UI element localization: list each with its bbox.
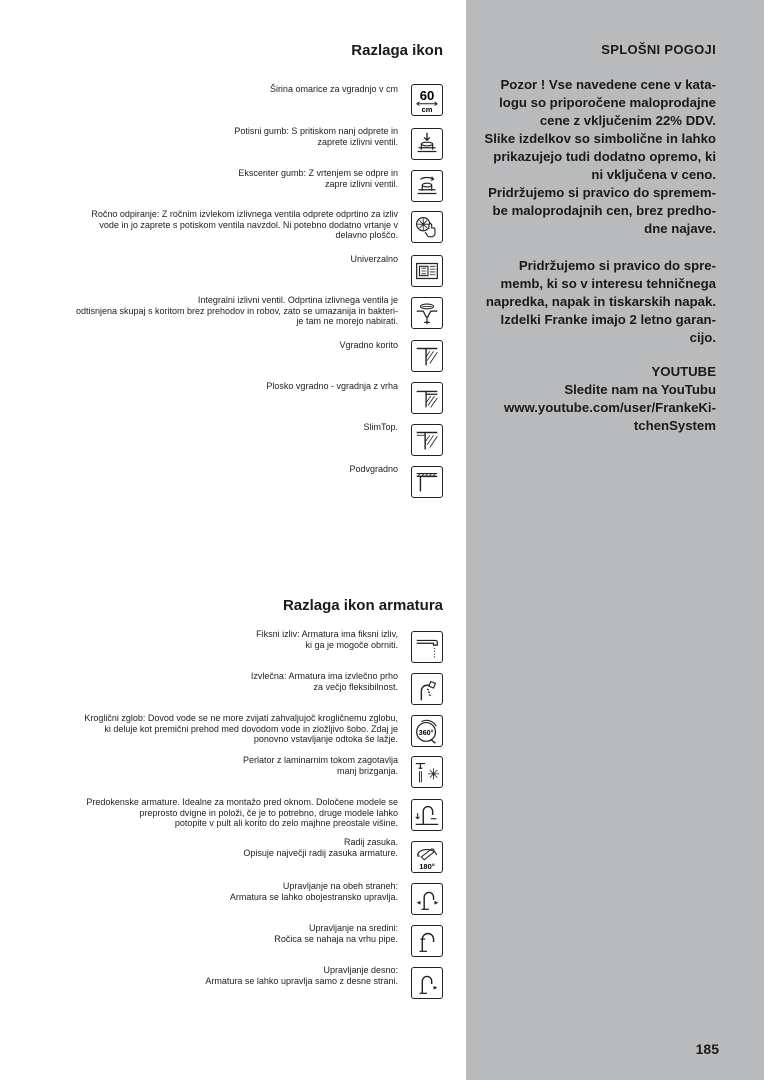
icon-desc: Plosko vgradno - vgradnja z vrha xyxy=(266,381,398,391)
fixed-spout-icon xyxy=(411,631,443,663)
icon-desc: Vgradno korito xyxy=(339,340,398,350)
width-60cm-icon xyxy=(411,84,443,116)
under-window-icon xyxy=(411,799,443,831)
svg-text:60: 60 xyxy=(419,88,435,103)
icon-desc: Ekscenter gumb: Z vrtenjem se odpre in zapre izlivni ventil. xyxy=(238,168,398,189)
laminar-aerator-icon xyxy=(411,756,443,788)
icon-desc: Širina omarice za vgradnjo v cm xyxy=(269,84,398,94)
center-control-icon xyxy=(411,925,443,957)
both-side-control-icon xyxy=(411,883,443,915)
faucet-icons-section-title: Razlaga ikon armatura xyxy=(282,597,443,614)
right-control-icon xyxy=(411,967,443,999)
icon-desc: Univerzalno xyxy=(350,254,398,264)
svg-text:180°: 180° xyxy=(419,862,435,872)
icon-desc: Perlator z laminarnim tokom zagotavlja manj brizganja. xyxy=(242,755,398,776)
general-terms-title: SPLOŠNI POGOJI xyxy=(601,42,716,57)
pull-out-icon xyxy=(411,673,443,705)
push-button-icon xyxy=(411,128,443,160)
icon-desc: Upravljanje na obeh straneh: Armatura se lahko obojestransko upravlja. xyxy=(229,881,398,902)
icon-desc: Kroglični zglob: Dovod vode se ne more zvijati zahvaljujoč krogličnemu zglobu, ki deluje kot premični prehod med dovodom vode in zložljivo šobo. Zdaj je ponovno vstavljanje odtoka še lažje. xyxy=(84,713,398,745)
flush-mount-icon xyxy=(411,382,443,414)
swivel-radius-180-icon xyxy=(411,841,443,873)
icon-desc: Integralni izlivni ventil. Odprtina izlivnega ventila je odtisnjena skupaj s koritom brez prehodov in robov, zato se umazanija in bakteri- je tam ne morejo nabirati. xyxy=(75,295,398,327)
icon-desc: Izvlečna: Armatura ima izvlečno prho za večjo fleksibilnost. xyxy=(250,671,398,692)
universal-icon xyxy=(411,255,443,287)
undermount-icon xyxy=(411,466,443,498)
ball-joint-360-icon xyxy=(411,715,443,747)
page-number: 185 xyxy=(695,1041,719,1057)
eccentric-knob-icon xyxy=(411,170,443,202)
icon-desc: Potisni gumb: S pritiskom nanj odprete in zaprete izlivni ventil. xyxy=(234,126,398,147)
svg-text:360°: 360° xyxy=(418,729,434,737)
icon-desc: Radij zasuka. Opisuje največji radij zasuka armature. xyxy=(243,837,398,858)
rights-notice: Pridržujemo si pravico do spre- memb, ki so v interesu tehničnega napredka, napak in tiskarskih napak. Izdelki Franke imajo 2 letno garan- cijo. xyxy=(485,258,716,345)
youtube-link[interactable]: www.youtube.com/user/FrankeKi- xyxy=(503,400,716,415)
youtube-link-cont[interactable]: tchenSystem xyxy=(633,418,716,433)
inset-sink-icon xyxy=(411,340,443,372)
icon-desc: Ročno odpiranje: Z ročnim izvlekom izlivnega ventila odprete odprtino za izliv vode in jo zaprete s potiskom ventila navzdol. Ni potebno dodatno vrtanje v delavno ploščo. xyxy=(91,209,398,241)
icon-desc: Fiksni izliv: Armatura ima fiksni izliv, ki ga je mogoče obrniti. xyxy=(256,629,398,650)
icon-desc: Predokenske armature. Idealne za montažo pred oknom. Določene modele se preprosto dvigne in položi, če je to potrebno, druge modele lahko potopite v pult ali korito do zelo majhne preostale višine. xyxy=(86,797,398,829)
integrated-drain-icon xyxy=(411,297,443,329)
icon-desc: Podvgradno xyxy=(349,464,398,474)
icons-section-title: Razlaga ikon xyxy=(351,42,443,59)
svg-text:cm: cm xyxy=(421,105,433,115)
manual-drain-icon xyxy=(411,211,443,243)
icon-desc: Upravljanje desno: Armatura se lahko upravlja samo z desne strani. xyxy=(205,965,398,986)
youtube-heading: YOUTUBE xyxy=(651,364,716,379)
icon-desc: SlimTop. xyxy=(363,422,398,432)
price-notice: Pozor ! Vse navedene cene v kata- logu so priporočene maloprodajne cene z vključenim 22% DDV. Slike izdelkov so simbolične in lahko prikazujejo tudi dodatno opremo, ki ni vključena v ceno. Pridržujemo si pravico do spremem- be maloprodajnih cen, brez predho- dne najave. xyxy=(484,77,716,236)
icon-desc: Upravljanje na sredini: Ročica se nahaja na vrhu pipe. xyxy=(274,923,398,944)
youtube-block: YOUTUBE Sledite nam na YouTubu www.youtube.com/user/FrankeKi- tchenSystem xyxy=(471,363,716,435)
slimtop-icon xyxy=(411,424,443,456)
